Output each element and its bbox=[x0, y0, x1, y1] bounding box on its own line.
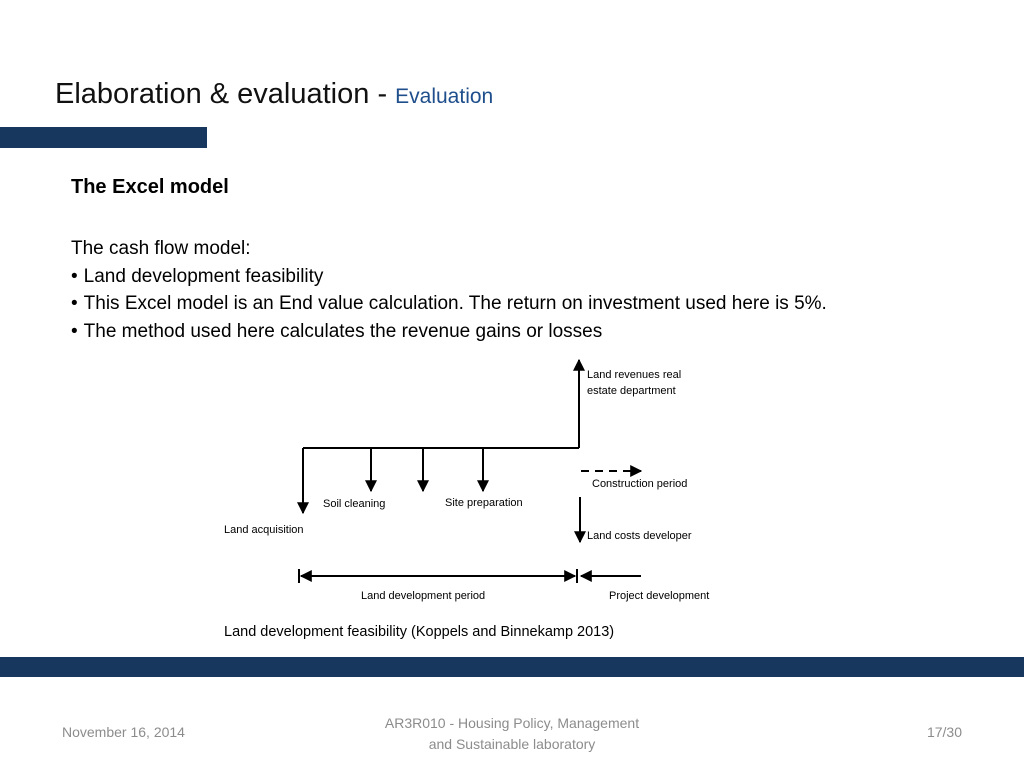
footer-course-line2: and Sustainable laboratory bbox=[428, 736, 596, 752]
label-construction-period: Construction period bbox=[592, 478, 688, 490]
label-project-development: Project development bbox=[609, 590, 710, 602]
bullet-icon: • bbox=[71, 320, 78, 342]
label-land-costs-developer: Land costs developer bbox=[587, 530, 692, 542]
footer-course-line1: AR3R010 - Housing Policy, Management bbox=[384, 715, 640, 731]
page-number: 17/30 bbox=[926, 724, 962, 740]
body-text bbox=[71, 235, 827, 345]
diagram-caption: Land development feasibility (Koppels and Binnekamp 2013) bbox=[224, 624, 615, 640]
label-land-development-period: Land development period bbox=[361, 590, 486, 602]
footer-course bbox=[362, 713, 662, 755]
slide-title bbox=[55, 78, 493, 111]
slide-title-main: Elaboration & evaluation - bbox=[55, 78, 396, 110]
intro-text: The cash flow model: bbox=[71, 238, 251, 259]
label-land-revenues: Land revenues real estate department bbox=[587, 369, 682, 397]
bullet-icon: • bbox=[71, 293, 78, 314]
bullet-text: Land development feasibility bbox=[83, 265, 324, 287]
label-soil-cleaning: Soil cleaning bbox=[323, 498, 386, 510]
slide-title-sub: Evaluation bbox=[395, 85, 494, 108]
footer-date: November 16, 2014 bbox=[62, 724, 185, 740]
footer-accent-bar bbox=[0, 657, 1024, 677]
section-heading: The Excel model bbox=[71, 176, 229, 198]
bullet-text: This Excel model is an End value calculation. The return on investment used here is 5%. bbox=[83, 293, 827, 314]
title-accent-bar bbox=[0, 127, 207, 148]
bullet-item bbox=[71, 318, 827, 346]
label-site-preparation: Site preparation bbox=[445, 497, 523, 509]
bullet-item bbox=[71, 290, 827, 318]
bullet-icon: • bbox=[71, 265, 78, 287]
label-land-acquisition: Land acquisition bbox=[224, 524, 304, 536]
bullet-item bbox=[71, 263, 827, 291]
bullet-text: The method used here calculates the revenue gains or losses bbox=[83, 320, 603, 342]
